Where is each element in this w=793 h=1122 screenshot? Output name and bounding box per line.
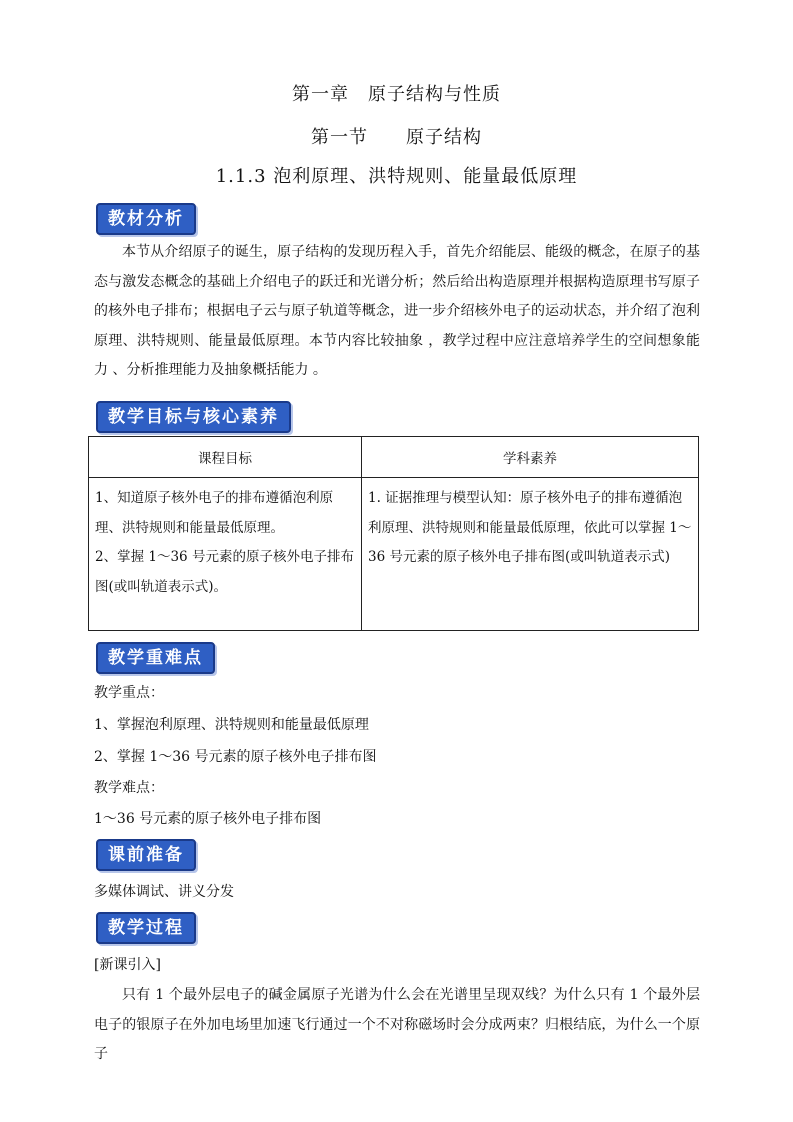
col-header-course-goals: 课程目标 (89, 437, 362, 478)
course-goals-cell (89, 478, 362, 631)
lesson-title: 1.1.3 泡利原理、洪特规则、能量最低原理 (215, 166, 578, 187)
course-goal-2: 2、掌握 1～36 号元素的原子核外电子排布图(或叫轨道表示式)。 (95, 549, 354, 595)
chapter-title: 第一章 原子结构与性质 (292, 84, 501, 105)
analysis-badge: 教材分析 (96, 203, 196, 235)
subject-literacy-text: 1. 证据推理与模型认知：原子核外电子的排布遵循泡利原理、洪特规则和能量最低原理，依此可以掌握 1～36 号元素的原子核外电子排布图(或叫轨道表示式) (368, 490, 692, 565)
new-lesson-intro-label: [新课引入] (94, 957, 161, 973)
key-points-label: 教学重点： (94, 685, 164, 701)
difficulty-label: 教学难点： (94, 780, 164, 796)
objectives-table (88, 436, 699, 631)
process-badge: 教学过程 (96, 912, 196, 944)
section-title: 第一节 原子结构 (311, 127, 482, 148)
intro-paragraph: 只有 1 个最外层电子的碱金属原子光谱为什么会在光谱里呈现双线？为什么只有 1 个最外层电子的银原子在外加电场里加速飞行通过一个不对称磁场时会分成两束？归根结底，为什么一个原子 (94, 987, 700, 1062)
key-point-1: 1、掌握泡利原理、洪特规则和能量最低原理 (94, 717, 369, 733)
course-goal-1: 1、知道原子核外电子的排布遵循泡利原理、洪特规则和能量最低原理。 (95, 490, 334, 536)
key-point-2: 2、掌握 1～36 号元素的原子核外电子排布图 (94, 749, 377, 765)
col-header-subject-literacy: 学科素养 (362, 437, 699, 478)
objectives-badge: 教学目标与核心素养 (96, 401, 291, 433)
keypoints-badge: 教学重难点 (96, 642, 215, 674)
prep-badge: 课前准备 (96, 839, 196, 871)
prep-text: 多媒体调试、讲义分发 (94, 884, 234, 900)
subject-literacy-cell (362, 478, 699, 631)
analysis-paragraph: 本节从介绍原子的诞生，原子结构的发现历程入手，首先介绍能层、能级的概念，在原子的基态与激发态概念的基础上介绍电子的跃迁和光谱分析；然后给出构造原理并根据构造原理书写原子的核外电子排布；根据电子云与原子轨道等概念，进一步介绍核外电子的运动状态，并介绍了泡利原理、洪特规则、能量最低原理。本节内容比较抽象 ，教学过程中应注意培养学生的空间想象能力 、分析推理能力及抽象概括能力 。 (94, 244, 700, 378)
difficulty-1: 1～36 号元素的原子核外电子排布图 (94, 811, 322, 827)
